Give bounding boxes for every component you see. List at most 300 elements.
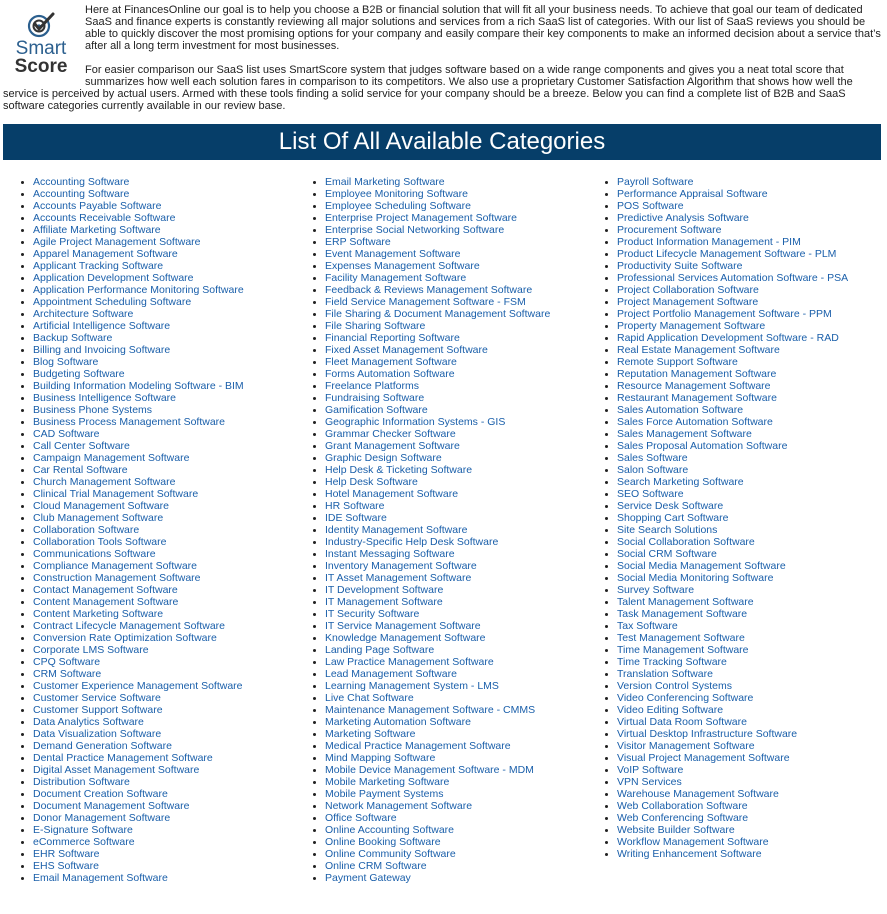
- category-item: [617, 536, 887, 548]
- category-item: [617, 560, 887, 572]
- category-item: [325, 428, 617, 440]
- category-link[interactable]: Product Information Management - PIM: [617, 236, 801, 248]
- category-link[interactable]: Marketing Automation Software: [325, 716, 471, 728]
- category-item: [325, 200, 617, 212]
- category-link[interactable]: Test Management Software: [617, 632, 745, 644]
- banner-title: List Of All Available Categories: [278, 128, 606, 155]
- category-item: [617, 428, 887, 440]
- category-item: [33, 296, 325, 308]
- category-link[interactable]: Restaurant Management Software: [617, 392, 777, 404]
- category-link[interactable]: Dental Practice Management Software: [33, 752, 213, 764]
- category-item: [325, 788, 617, 800]
- category-item: [325, 740, 617, 752]
- category-item: [325, 524, 617, 536]
- category-item: [617, 572, 887, 584]
- category-link[interactable]: Online Booking Software: [325, 836, 441, 848]
- category-item: [325, 188, 617, 200]
- category-link[interactable]: Customer Service Software: [33, 692, 161, 704]
- category-link[interactable]: Contact Management Software: [33, 584, 178, 596]
- category-item: [617, 224, 887, 236]
- category-link[interactable]: Architecture Software: [33, 308, 134, 320]
- category-link[interactable]: Enterprise Project Management Software: [325, 212, 518, 224]
- category-item: [33, 656, 325, 668]
- category-item: [617, 248, 887, 260]
- category-link[interactable]: Version Control Systems: [617, 680, 732, 692]
- category-link[interactable]: Mobile Marketing Software: [325, 776, 450, 788]
- category-link[interactable]: Forms Automation Software: [325, 368, 455, 380]
- category-item: [617, 764, 887, 776]
- category-link[interactable]: Data Analytics Software: [33, 716, 144, 728]
- category-item: [33, 764, 325, 776]
- category-item: [617, 800, 887, 812]
- category-item: [33, 680, 325, 692]
- category-link[interactable]: Online Accounting Software: [325, 824, 454, 836]
- category-item: [33, 872, 325, 884]
- category-link[interactable]: Live Chat Software: [325, 692, 414, 704]
- category-item: [617, 512, 887, 524]
- category-link[interactable]: Social Media Management Software: [617, 560, 786, 572]
- category-link[interactable]: Online CRM Software: [325, 860, 427, 872]
- category-link[interactable]: Virtual Desktop Infrastructure Software: [617, 728, 798, 740]
- category-link[interactable]: Payment Gateway: [325, 872, 411, 884]
- category-item: [617, 332, 887, 344]
- category-item: [325, 212, 617, 224]
- category-link[interactable]: Social Media Monitoring Software: [617, 572, 774, 584]
- category-link[interactable]: Identity Management Software: [325, 524, 468, 536]
- category-link[interactable]: Warehouse Management Software: [617, 788, 779, 800]
- category-link[interactable]: Sales Proposal Automation Software: [617, 440, 788, 452]
- category-link[interactable]: Rapid Application Development Software - RAD: [617, 332, 839, 344]
- category-link[interactable]: Distribution Software: [33, 776, 130, 788]
- category-link[interactable]: Collaboration Tools Software: [33, 536, 167, 548]
- category-item: [325, 476, 617, 488]
- category-column-2: [325, 176, 617, 884]
- category-link[interactable]: Demand Generation Software: [33, 740, 172, 752]
- category-link[interactable]: Mobile Device Management Software - MDM: [325, 764, 534, 776]
- category-link[interactable]: Mind Mapping Software: [325, 752, 436, 764]
- category-link[interactable]: Enterprise Social Networking Software: [325, 224, 505, 236]
- category-link[interactable]: Law Practice Management Software: [325, 656, 494, 668]
- category-link[interactable]: E-Signature Software: [33, 824, 133, 836]
- category-item: [33, 572, 325, 584]
- category-link[interactable]: Corporate LMS Software: [33, 644, 149, 656]
- category-link[interactable]: Customer Support Software: [33, 704, 163, 716]
- category-link[interactable]: Artificial Intelligence Software: [33, 320, 171, 332]
- category-item: [33, 500, 325, 512]
- category-item: [325, 644, 617, 656]
- category-link[interactable]: Search Marketing Software: [617, 476, 744, 488]
- category-item: [617, 308, 887, 320]
- category-link[interactable]: Network Management Software: [325, 800, 473, 812]
- category-item: [617, 368, 887, 380]
- category-link[interactable]: Procurement Software: [617, 224, 722, 236]
- category-link[interactable]: eCommerce Software: [33, 836, 135, 848]
- category-item: [617, 260, 887, 272]
- category-link[interactable]: Application Performance Monitoring Software: [33, 284, 244, 296]
- category-link[interactable]: Conversion Rate Optimization Software: [33, 632, 217, 644]
- category-link[interactable]: Employee Monitoring Software: [325, 188, 468, 200]
- category-link[interactable]: Freelance Platforms: [325, 380, 419, 392]
- category-link[interactable]: Video Editing Software: [617, 704, 724, 716]
- category-link[interactable]: Project Management Software: [617, 296, 759, 308]
- category-link[interactable]: CRM Software: [33, 668, 102, 680]
- category-item: [325, 500, 617, 512]
- category-link[interactable]: Workflow Management Software: [617, 836, 769, 848]
- category-link[interactable]: IT Security Software: [325, 608, 420, 620]
- category-link[interactable]: Field Service Management Software - FSM: [325, 296, 526, 308]
- category-link[interactable]: CAD Software: [33, 428, 100, 440]
- category-link[interactable]: Social CRM Software: [617, 548, 717, 560]
- category-link[interactable]: Digital Asset Management Software: [33, 764, 200, 776]
- category-column-1: [33, 176, 325, 884]
- category-item: [617, 236, 887, 248]
- category-item: [33, 320, 325, 332]
- category-link[interactable]: Clinical Trial Management Software: [33, 488, 199, 500]
- category-link[interactable]: Sales Automation Software: [617, 404, 744, 416]
- category-item: [617, 620, 887, 632]
- category-item: [33, 236, 325, 248]
- category-link[interactable]: Video Conferencing Software: [617, 692, 754, 704]
- category-item: [325, 512, 617, 524]
- category-link[interactable]: ERP Software: [325, 236, 391, 248]
- category-item: [33, 752, 325, 764]
- category-link[interactable]: Business Process Management Software: [33, 416, 226, 428]
- category-link[interactable]: Medical Practice Management Software: [325, 740, 511, 752]
- category-link[interactable]: Site Search Solutions: [617, 524, 718, 536]
- category-item: [33, 476, 325, 488]
- category-link[interactable]: Campaign Management Software: [33, 452, 190, 464]
- category-item: [325, 176, 617, 188]
- category-item: [325, 836, 617, 848]
- category-item: [617, 596, 887, 608]
- category-link[interactable]: Collaboration Software: [33, 524, 140, 536]
- category-item: [617, 440, 887, 452]
- category-link[interactable]: Event Management Software: [325, 248, 461, 260]
- category-link[interactable]: Grant Management Software: [325, 440, 460, 452]
- category-link[interactable]: Website Builder Software: [617, 824, 735, 836]
- category-item: [325, 296, 617, 308]
- category-item: [325, 536, 617, 548]
- category-link[interactable]: Lead Management Software: [325, 668, 457, 680]
- category-item: [617, 548, 887, 560]
- category-item: [33, 392, 325, 404]
- category-link[interactable]: Geographic Information Systems - GIS: [325, 416, 506, 428]
- category-link[interactable]: IDE Software: [325, 512, 387, 524]
- category-item: [33, 788, 325, 800]
- category-link[interactable]: Construction Management Software: [33, 572, 201, 584]
- category-link[interactable]: Social Collaboration Software: [617, 536, 755, 548]
- category-link[interactable]: Hotel Management Software: [325, 488, 459, 500]
- category-item: [33, 524, 325, 536]
- category-item: [325, 380, 617, 392]
- category-link[interactable]: Content Marketing Software: [33, 608, 164, 620]
- category-item: [33, 464, 325, 476]
- category-link[interactable]: Landing Page Software: [325, 644, 435, 656]
- category-link[interactable]: Mobile Payment Systems: [325, 788, 444, 800]
- category-link[interactable]: Club Management Software: [33, 512, 164, 524]
- category-item: [33, 488, 325, 500]
- category-link[interactable]: Business Phone Systems: [33, 404, 153, 416]
- category-link[interactable]: File Sharing & Document Management Software: [325, 308, 551, 320]
- category-link[interactable]: Performance Appraisal Software: [617, 188, 768, 200]
- category-item: [617, 404, 887, 416]
- category-link[interactable]: Grammar Checker Software: [325, 428, 456, 440]
- category-link[interactable]: VPN Services: [617, 776, 682, 788]
- intro-section: [0, 0, 887, 112]
- category-link[interactable]: IT Management Software: [325, 596, 443, 608]
- category-link[interactable]: Email Marketing Software: [325, 176, 445, 188]
- category-item: [33, 368, 325, 380]
- category-item: [617, 668, 887, 680]
- category-link[interactable]: Tax Software: [617, 620, 678, 632]
- category-item: [617, 788, 887, 800]
- category-link[interactable]: Time Management Software: [617, 644, 749, 656]
- category-link[interactable]: Shopping Cart Software: [617, 512, 729, 524]
- category-item: [33, 416, 325, 428]
- category-item: [325, 704, 617, 716]
- category-item: [325, 416, 617, 428]
- category-link[interactable]: Backup Software: [33, 332, 113, 344]
- category-item: [325, 488, 617, 500]
- category-item: [33, 740, 325, 752]
- category-link[interactable]: Billing and Invoicing Software: [33, 344, 171, 356]
- category-link[interactable]: Call Center Software: [33, 440, 130, 452]
- category-link[interactable]: Predictive Analysis Software: [617, 212, 749, 224]
- category-link[interactable]: Contract Lifecycle Management Software: [33, 620, 226, 632]
- categories-list: [0, 176, 887, 884]
- category-item: [325, 776, 617, 788]
- category-link[interactable]: Help Desk & Ticketing Software: [325, 464, 473, 476]
- category-link[interactable]: Visitor Management Software: [617, 740, 755, 752]
- category-link[interactable]: Service Desk Software: [617, 500, 724, 512]
- category-link[interactable]: Learning Management System - LMS: [325, 680, 499, 692]
- category-item: [617, 704, 887, 716]
- category-item: [33, 428, 325, 440]
- category-link[interactable]: IT Development Software: [325, 584, 444, 596]
- category-link[interactable]: Employee Scheduling Software: [325, 200, 471, 212]
- category-link[interactable]: Web Collaboration Software: [617, 800, 748, 812]
- category-item: [33, 344, 325, 356]
- category-item: [617, 176, 887, 188]
- category-item: [325, 728, 617, 740]
- category-item: [33, 692, 325, 704]
- category-item: [33, 260, 325, 272]
- category-item: [33, 452, 325, 464]
- category-link[interactable]: HR Software: [325, 500, 385, 512]
- category-link[interactable]: Communications Software: [33, 548, 156, 560]
- category-link[interactable]: Cloud Management Software: [33, 500, 169, 512]
- categories-banner: [3, 124, 881, 160]
- category-link[interactable]: Task Management Software: [617, 608, 748, 620]
- category-item: [325, 236, 617, 248]
- category-item: [617, 476, 887, 488]
- category-link[interactable]: Knowledge Management Software: [325, 632, 486, 644]
- category-item: [325, 440, 617, 452]
- category-link[interactable]: Fleet Management Software: [325, 356, 457, 368]
- category-link[interactable]: Gamification Software: [325, 404, 428, 416]
- category-item: [33, 824, 325, 836]
- category-item: [33, 596, 325, 608]
- category-link[interactable]: Financial Reporting Software: [325, 332, 460, 344]
- category-link[interactable]: Fixed Asset Management Software: [325, 344, 488, 356]
- category-link[interactable]: Salon Software: [617, 464, 689, 476]
- category-link[interactable]: Talent Management Software: [617, 596, 754, 608]
- category-link[interactable]: Help Desk Software: [325, 476, 418, 488]
- category-item: [325, 320, 617, 332]
- category-item: [33, 644, 325, 656]
- category-link[interactable]: Church Management Software: [33, 476, 176, 488]
- category-link[interactable]: Property Management Software: [617, 320, 766, 332]
- category-link[interactable]: Web Conferencing Software: [617, 812, 749, 824]
- category-link[interactable]: Marketing Software: [325, 728, 416, 740]
- smartscore-logo: [7, 8, 75, 82]
- category-link[interactable]: Email Management Software: [33, 872, 168, 884]
- category-link[interactable]: IT Service Management Software: [325, 620, 481, 632]
- category-item: [325, 572, 617, 584]
- category-link[interactable]: Facility Management Software: [325, 272, 467, 284]
- category-item: [33, 776, 325, 788]
- category-link[interactable]: IT Asset Management Software: [325, 572, 472, 584]
- category-link[interactable]: Donor Management Software: [33, 812, 171, 824]
- category-link[interactable]: Reputation Management Software: [617, 368, 777, 380]
- category-link[interactable]: Instant Messaging Software: [325, 548, 455, 560]
- category-item: [617, 740, 887, 752]
- category-item: [33, 356, 325, 368]
- category-link[interactable]: File Sharing Software: [325, 320, 426, 332]
- category-item: [325, 248, 617, 260]
- category-link[interactable]: EHS Software: [33, 860, 99, 872]
- category-item: [33, 632, 325, 644]
- category-item: [617, 392, 887, 404]
- category-item: [617, 212, 887, 224]
- category-link[interactable]: Office Software: [325, 812, 397, 824]
- category-link[interactable]: Project Portfolio Management Software - PPM: [617, 308, 832, 320]
- category-link[interactable]: Blog Software: [33, 356, 99, 368]
- category-item: [325, 596, 617, 608]
- category-link[interactable]: Agile Project Management Software: [33, 236, 201, 248]
- category-link[interactable]: Sales Software: [617, 452, 688, 464]
- category-link[interactable]: CPQ Software: [33, 656, 101, 668]
- category-link[interactable]: POS Software: [617, 200, 684, 212]
- category-item: [617, 656, 887, 668]
- category-item: [33, 848, 325, 860]
- category-item: [33, 200, 325, 212]
- category-item: [33, 560, 325, 572]
- category-link[interactable]: Affiliate Marketing Software: [33, 224, 161, 236]
- category-item: [617, 692, 887, 704]
- category-link[interactable]: Resource Management Software: [617, 380, 771, 392]
- category-item: [33, 536, 325, 548]
- category-link[interactable]: Accounting Software: [33, 176, 130, 188]
- category-link[interactable]: Budgeting Software: [33, 368, 125, 380]
- category-link[interactable]: Project Collaboration Software: [617, 284, 759, 296]
- category-link[interactable]: Applicant Tracking Software: [33, 260, 164, 272]
- category-item: [325, 716, 617, 728]
- category-link[interactable]: Graphic Design Software: [325, 452, 442, 464]
- category-item: [33, 284, 325, 296]
- category-link[interactable]: Payroll Software: [617, 176, 694, 188]
- category-item: [33, 608, 325, 620]
- category-link[interactable]: Business Intelligence Software: [33, 392, 176, 404]
- category-link[interactable]: Expenses Management Software: [325, 260, 480, 272]
- category-link[interactable]: Content Management Software: [33, 596, 179, 608]
- category-link[interactable]: Application Development Software: [33, 272, 194, 284]
- category-item: [617, 584, 887, 596]
- category-link[interactable]: Accounts Receivable Software: [33, 212, 176, 224]
- category-column-3: [617, 176, 887, 884]
- category-link[interactable]: Real Estate Management Software: [617, 344, 780, 356]
- category-item: [325, 224, 617, 236]
- category-item: [617, 296, 887, 308]
- category-link[interactable]: Virtual Data Room Software: [617, 716, 747, 728]
- category-link[interactable]: Customer Experience Management Software: [33, 680, 243, 692]
- category-link[interactable]: Survey Software: [617, 584, 695, 596]
- category-item: [33, 800, 325, 812]
- category-item: [325, 452, 617, 464]
- category-link[interactable]: Compliance Management Software: [33, 560, 198, 572]
- category-link[interactable]: Fundraising Software: [325, 392, 425, 404]
- category-item: [325, 680, 617, 692]
- category-link[interactable]: Accounting Software: [33, 188, 130, 200]
- category-link[interactable]: Product Lifecycle Management Software - PLM: [617, 248, 837, 260]
- category-link[interactable]: Building Information Modeling Software - BIM: [33, 380, 244, 392]
- category-link[interactable]: Sales Management Software: [617, 428, 752, 440]
- category-link[interactable]: Document Management Software: [33, 800, 190, 812]
- category-link[interactable]: Remote Support Software: [617, 356, 738, 368]
- category-item: [325, 284, 617, 296]
- category-link[interactable]: Online Community Software: [325, 848, 456, 860]
- category-item: [617, 524, 887, 536]
- category-item: [325, 308, 617, 320]
- category-link[interactable]: Sales Force Automation Software: [617, 416, 773, 428]
- category-link[interactable]: Visual Project Management Software: [617, 752, 790, 764]
- category-item: [325, 344, 617, 356]
- category-item: [617, 284, 887, 296]
- category-item: [33, 176, 325, 188]
- category-link[interactable]: Writing Enhancement Software: [617, 848, 762, 860]
- category-item: [617, 464, 887, 476]
- category-item: [617, 488, 887, 500]
- category-item: [33, 548, 325, 560]
- category-link[interactable]: Maintenance Management Software - CMMS: [325, 704, 536, 716]
- category-link[interactable]: SEO Software: [617, 488, 684, 500]
- category-item: [325, 812, 617, 824]
- category-item: [33, 272, 325, 284]
- category-link[interactable]: EHR Software: [33, 848, 100, 860]
- category-link[interactable]: Industry-Specific Help Desk Software: [325, 536, 499, 548]
- category-link[interactable]: Appointment Scheduling Software: [33, 296, 192, 308]
- category-link[interactable]: Inventory Management Software: [325, 560, 477, 572]
- category-item: [33, 704, 325, 716]
- category-item: [33, 716, 325, 728]
- logo-text-smart: Smart: [15, 38, 67, 59]
- category-link[interactable]: Apparel Management Software: [33, 248, 178, 260]
- category-item: [617, 416, 887, 428]
- category-link[interactable]: Time Tracking Software: [617, 656, 727, 668]
- category-link[interactable]: VoIP Software: [617, 764, 684, 776]
- category-link[interactable]: Feedback & Reviews Management Software: [325, 284, 533, 296]
- category-item: [617, 752, 887, 764]
- category-link[interactable]: Car Rental Software: [33, 464, 128, 476]
- category-link[interactable]: Productivity Suite Software: [617, 260, 743, 272]
- category-item: [325, 464, 617, 476]
- category-link[interactable]: Document Creation Software: [33, 788, 168, 800]
- category-link[interactable]: Accounts Payable Software: [33, 200, 162, 212]
- category-item: [325, 332, 617, 344]
- category-link[interactable]: Data Visualization Software: [33, 728, 162, 740]
- category-link[interactable]: Professional Services Automation Software - PSA: [617, 272, 849, 284]
- category-link[interactable]: Translation Software: [617, 668, 713, 680]
